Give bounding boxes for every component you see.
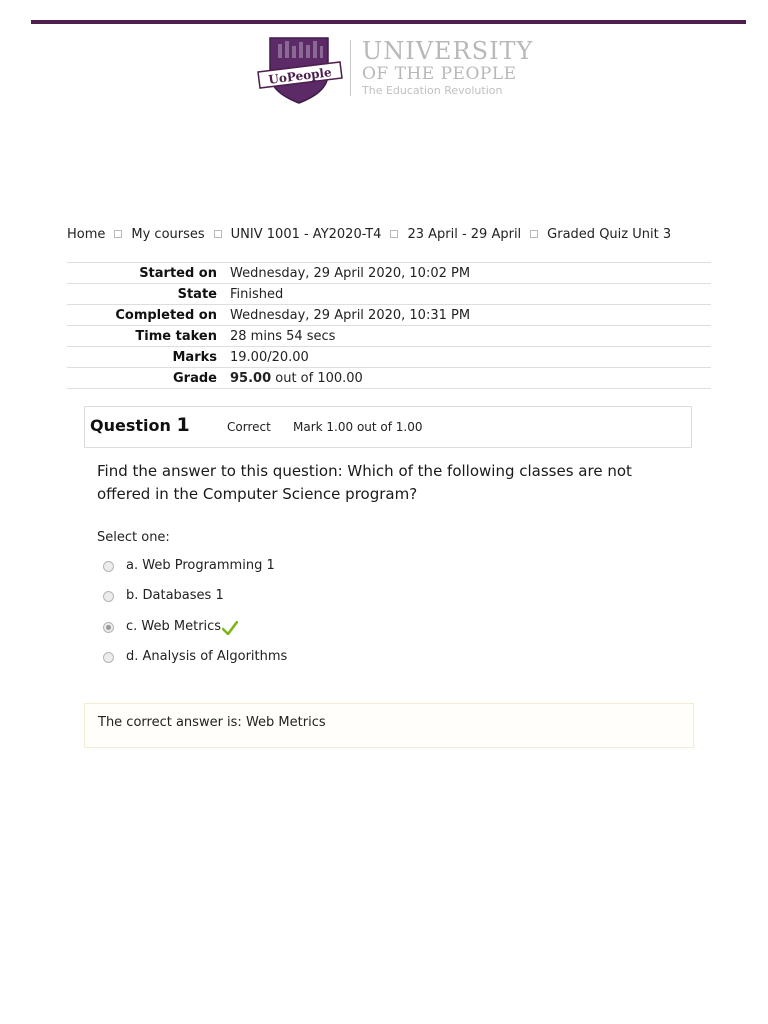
breadcrumb-separator-icon <box>390 230 398 238</box>
uopeople-shield-icon <box>254 36 344 104</box>
summary-row-time-taken <box>67 326 711 347</box>
breadcrumb-week[interactable]: 23 April - 29 April <box>407 227 522 242</box>
university-logo[interactable] <box>252 36 532 106</box>
logo-tagline: The Education Revolution <box>362 84 503 97</box>
question-label: Question <box>90 416 171 435</box>
breadcrumb-quiz[interactable]: Graded Quiz Unit 3 <box>547 227 672 242</box>
summary-value: Wednesday, 29 April 2020, 10:02 PM <box>230 265 471 281</box>
check-icon <box>222 621 238 635</box>
answer-option-label: b. Databases 1 <box>126 588 224 603</box>
question-text: Find the answer to this question: Which of the following classes are not offered in the Computer Science program? <box>97 462 632 503</box>
answer-prompt: Select one: <box>97 530 170 545</box>
summary-value: Wednesday, 29 April 2020, 10:31 PM <box>230 307 471 323</box>
summary-value: 28 mins 54 secs <box>230 328 336 344</box>
summary-row-grade <box>67 368 711 389</box>
correct-answer-text: The correct answer is: Web Metrics <box>98 715 326 730</box>
feedback-box <box>84 703 694 748</box>
summary-label: State <box>177 286 217 302</box>
summary-label: Time taken <box>135 328 217 344</box>
breadcrumb-home[interactable]: Home <box>67 227 106 242</box>
logo-wordmark <box>362 38 533 98</box>
breadcrumb-separator-icon <box>114 230 122 238</box>
summary-value <box>230 368 711 389</box>
summary-label: Started on <box>139 265 217 281</box>
grade-score: 95.00 <box>230 370 272 386</box>
breadcrumb-my-courses[interactable]: My courses <box>131 227 205 242</box>
radio-button[interactable] <box>103 652 114 663</box>
logo-line-of-the-people: OF THE PEOPLE <box>362 64 517 84</box>
summary-row-completed-on <box>67 305 711 326</box>
answer-option-label: d. Analysis of Algorithms <box>126 649 288 664</box>
radio-button-selected[interactable] <box>103 622 114 633</box>
question-number: 1 <box>176 414 190 436</box>
breadcrumb-course[interactable]: UNIV 1001 - AY2020-T4 <box>230 227 382 242</box>
answer-option-label: a. Web Programming 1 <box>126 558 275 573</box>
answer-option-label: c. Web Metrics <box>126 619 222 634</box>
breadcrumb <box>67 227 671 242</box>
breadcrumb-separator-icon <box>214 230 222 238</box>
radio-button[interactable] <box>103 561 114 572</box>
summary-row-marks <box>67 347 711 368</box>
summary-value: 19.00/20.00 <box>230 349 309 365</box>
logo-line-university: UNIVERSITY <box>362 37 534 65</box>
summary-row-started-on <box>67 263 711 284</box>
question-heading <box>90 414 190 436</box>
attempt-summary-table <box>67 262 711 389</box>
summary-value: Finished <box>230 286 284 302</box>
grade-out-of: out of 100.00 <box>271 370 363 386</box>
question-mark: Mark 1.00 out of 1.00 <box>293 420 423 434</box>
logo-divider <box>350 40 351 96</box>
question-info-box <box>84 406 692 448</box>
breadcrumb-separator-icon <box>530 230 538 238</box>
top-rule <box>31 20 746 24</box>
logo-badge-text: UoPeople <box>267 65 333 87</box>
question-state: Correct <box>227 420 271 434</box>
summary-label: Grade <box>173 370 217 386</box>
radio-button[interactable] <box>103 591 114 602</box>
summary-label: Marks <box>172 349 217 365</box>
summary-label: Completed on <box>115 307 217 323</box>
summary-row-state <box>67 284 711 305</box>
